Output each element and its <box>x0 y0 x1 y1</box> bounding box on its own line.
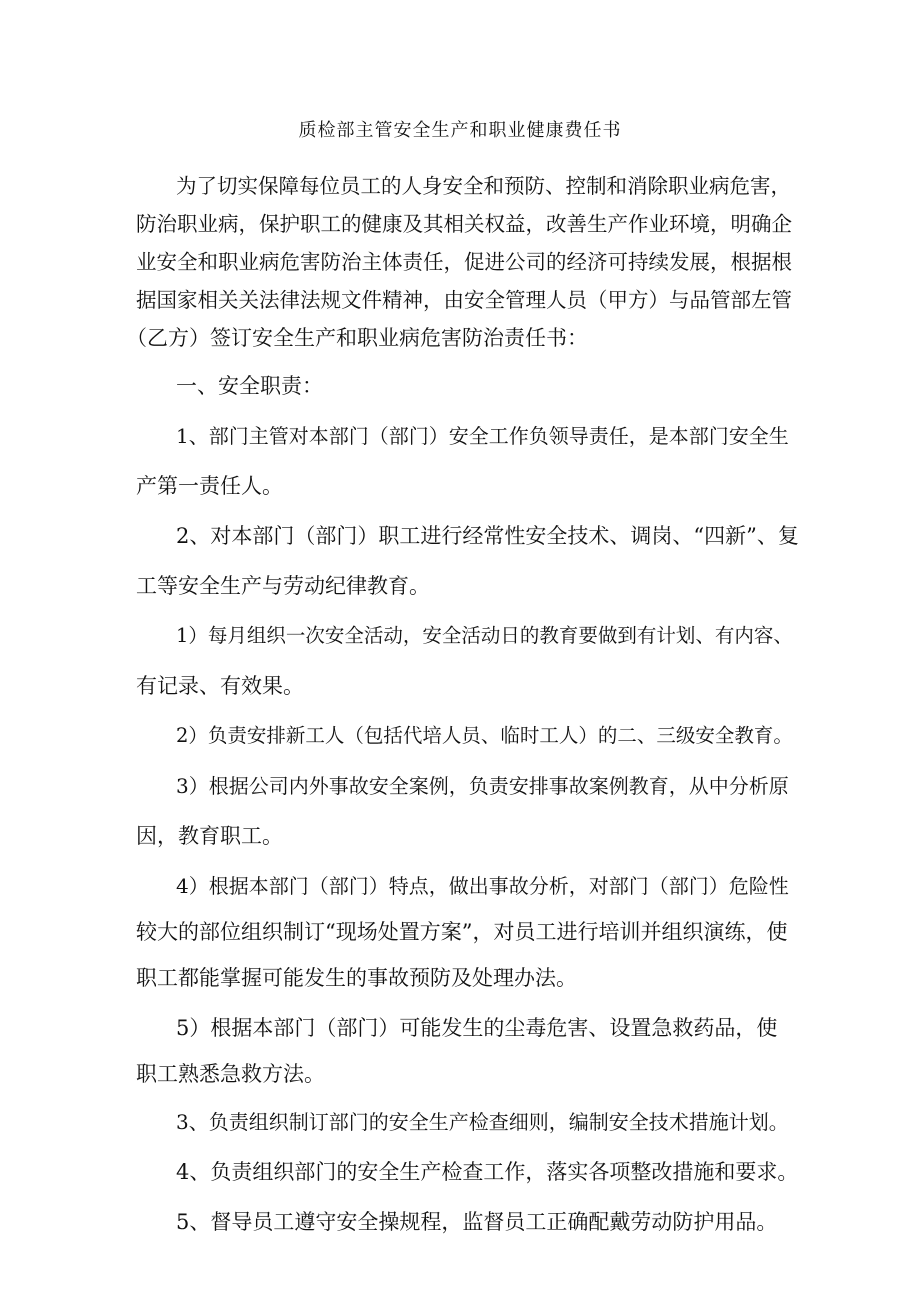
item-1-line-2: 产第一责任人。 <box>136 474 283 498</box>
sub-1-line-1: 1）每月组织一次安全活动，安全活动日的教育要做到有计划、有内容、 <box>176 624 793 647</box>
sub-4-line-3: 职工都能掌握可能发生的事故预防及处理办法。 <box>136 966 577 990</box>
document-title: 质检部主管安全生产和职业健康费任书 <box>298 120 622 141</box>
section-heading: 一、安全职责： <box>176 374 323 398</box>
item-2-line-1: 2、对本部门（部门）职工进行经常性安全技术、调岗、“四新”、复 <box>176 524 799 548</box>
item-1-line-1: 1、部门主管对本部门（部门）安全工作负领导责任，是本部门安全生 <box>176 424 789 448</box>
intro-line-1: 为了切实保障每位员工的人身安全和预防、控制和消除职业病危害， <box>176 174 791 198</box>
sub-5-line-1: 5）根据本部门（部门）可能发生的尘毒危害、设置急救药品，使 <box>176 1016 778 1040</box>
sub-4-line-2: 较大的部位组织制订“现场处置方案”，对员工进行培训并组织演练，使 <box>136 920 788 944</box>
item-4-line-1: 4、负责组织部门的安全生产检查工作，落实各项整改措施和要求。 <box>176 1160 799 1184</box>
intro-line-5: （乙方）签订安全生产和职业病危害防治责任书： <box>126 326 588 350</box>
intro-line-2: 防治职业病，保护职工的健康及其相关权益，改善生产作业环境，明确企 <box>136 212 792 236</box>
sub-1-line-2: 有记录、有效果。 <box>136 674 304 698</box>
intro-line-3: 业安全和职业病危害防治主体责任，促进公司的经济可持续发展，根据根 <box>136 250 792 274</box>
item-5-line-1: 5、督导员工遵守安全操规程，监督员工正确配戴劳动防护用品。 <box>176 1210 778 1234</box>
sub-5-line-2: 职工熟悉急救方法。 <box>136 1062 325 1086</box>
item-3-line-1: 3、负责组织制订部门的安全生产检查细则，编制安全技术措施计划。 <box>176 1110 789 1134</box>
sub-3-line-2: 因，教育职工。 <box>136 824 283 848</box>
sub-2-line-1: 2）负责安排新工人（包括代培人员、临时工人）的二、三级安全教育。 <box>176 724 793 747</box>
item-2-line-2: 工等安全生产与劳动纪律教育。 <box>136 574 430 598</box>
intro-line-4: 据国家相关关法律法规文件精神，由安全管理人员（甲方）与品管部左管 <box>136 288 792 312</box>
sub-3-line-1: 3）根据公司内外事故安全案例，负责安排事故案例教育，从中分析原 <box>176 774 789 798</box>
sub-4-line-1: 4）根据本部门（部门）特点，做出事故分析，对部门（部门）危险性 <box>176 874 789 898</box>
